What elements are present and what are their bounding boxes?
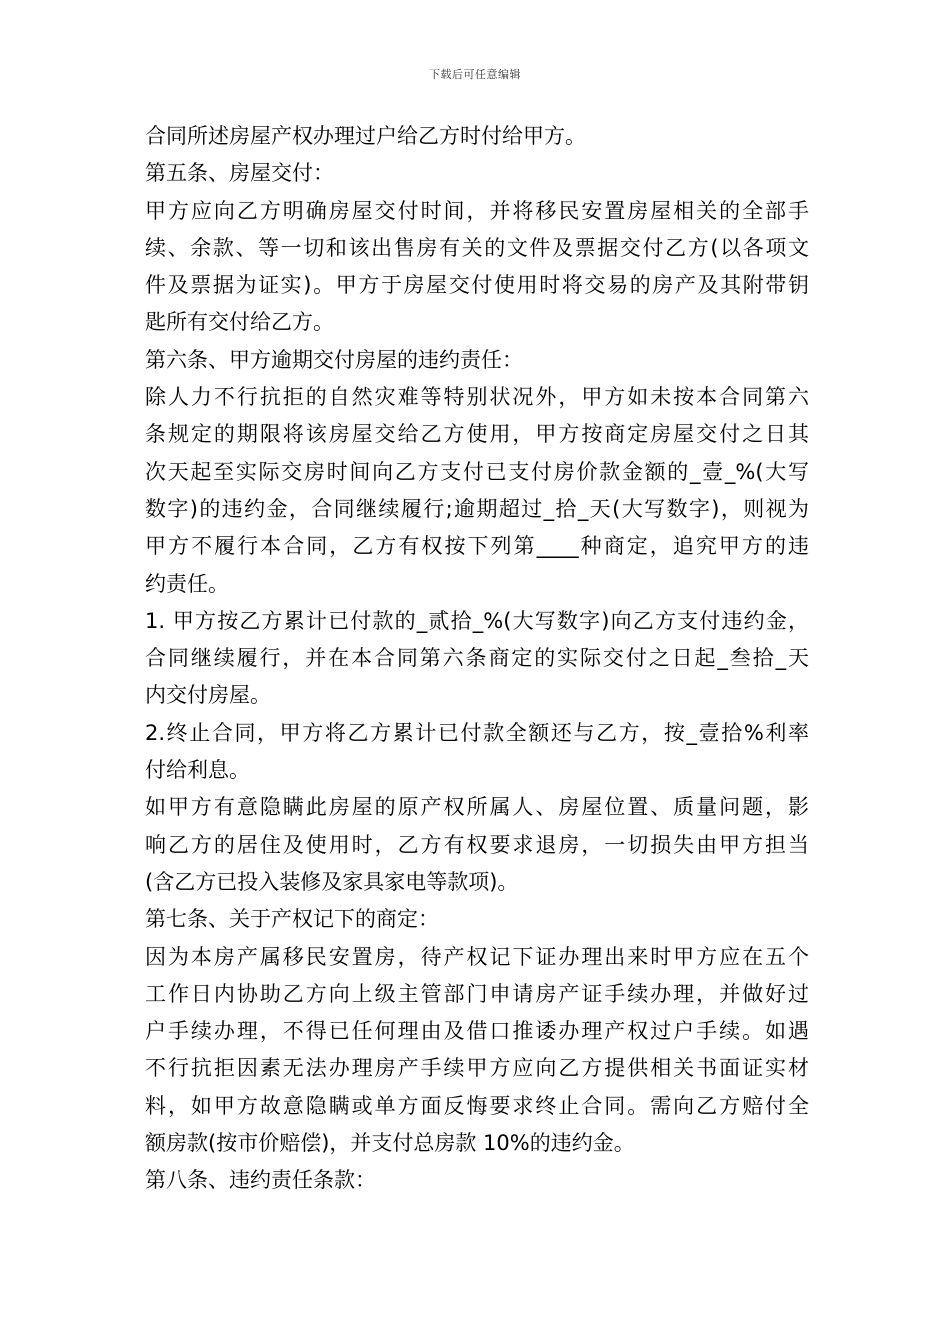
text-line: 条规定的期限将该房屋交给乙方使用，甲方按商定房屋交付之日其 [145, 422, 809, 447]
text-line: 合同所述房屋产权办理过户给乙方时付给甲方。 [145, 124, 586, 148]
text-line: 内交付房屋。 [145, 683, 271, 708]
text-line: 甲方不履行本合同，乙方有权按下列第____种商定，追究甲方的违 [145, 534, 809, 559]
text-line: 额房款(按市价赔偿)，并支付总房款 10%的违约金。 [145, 1131, 635, 1156]
text-line: 除人力不行抗拒的自然灾难等特别状况外，甲方如未按本合同第六 [145, 385, 809, 410]
text-line: 合同继续履行，并在本合同第六条商定的实际交付之日起_叁拾_天 [145, 646, 809, 671]
text-line: 工作日内协助乙方向上级主管部门申请房产证手续办理，并做好过 [145, 981, 809, 1006]
text-line: 不行抗拒因素无法办理房产手续甲方应向乙方提供相关书面证实材 [145, 1056, 809, 1081]
text-line: 如甲方有意隐瞒此房屋的原产权所属人、房屋位置、质量问题，影 [145, 795, 809, 820]
text-line: 件及票据为证实)。甲方于房屋交付使用时将交易的房产及其附带钥 [145, 273, 809, 298]
text-line: 响乙方的居住及使用时，乙方有权要求退房，一切损失由甲方担当 [145, 832, 809, 857]
document-body [145, 118, 809, 1200]
text-line: 第七条、关于产权记下的商定： [145, 907, 439, 932]
text-line: 约责任。 [145, 571, 229, 596]
text-line: 次天起至实际交房时间向乙方支付已支付房价款金额的_壹_%(大写 [145, 459, 809, 484]
text-line: 户手续办理，不得已任何理由及借口推诿办理产权过户手续。如遇 [145, 1019, 809, 1044]
text-line: 第八条、违约责任条款： [145, 1168, 376, 1193]
text-line: 数字)的违约金，合同继续履行;逾期超过_拾_天(大写数字)，则视为 [145, 496, 809, 521]
text-line: 第五条、房屋交付： [145, 161, 334, 186]
text-line: 匙所有交付给乙方。 [145, 310, 334, 335]
page-header-note: 下载后可任意编辑 [429, 68, 521, 81]
text-line: 1. 甲方按乙方累计已付款的_贰拾_%(大写数字)向乙方支付违约金， [145, 608, 809, 633]
text-line: 2.终止合同，甲方将乙方累计已付款全额还与乙方，按_壹拾%利率 [145, 720, 809, 745]
text-line: 因为本房产属移民安置房，待产权记下证办理出来时甲方应在五个 [145, 944, 809, 969]
text-line: 续、余款、等一切和该出售房有关的文件及票据交付乙方(以各项文 [145, 235, 809, 260]
text-line: 第六条、甲方逾期交付房屋的违约责任： [145, 347, 523, 372]
text-line: 甲方应向乙方明确房屋交付时间，并将移民安置房屋相关的全部手 [145, 198, 809, 223]
text-line: 付给利息。 [145, 758, 250, 783]
text-line: (含乙方已投入装修及家具家电等款项)。 [145, 869, 519, 894]
text-line: 料，如甲方故意隐瞒或单方面反悔要求终止合同。需向乙方赔付全 [145, 1093, 809, 1118]
